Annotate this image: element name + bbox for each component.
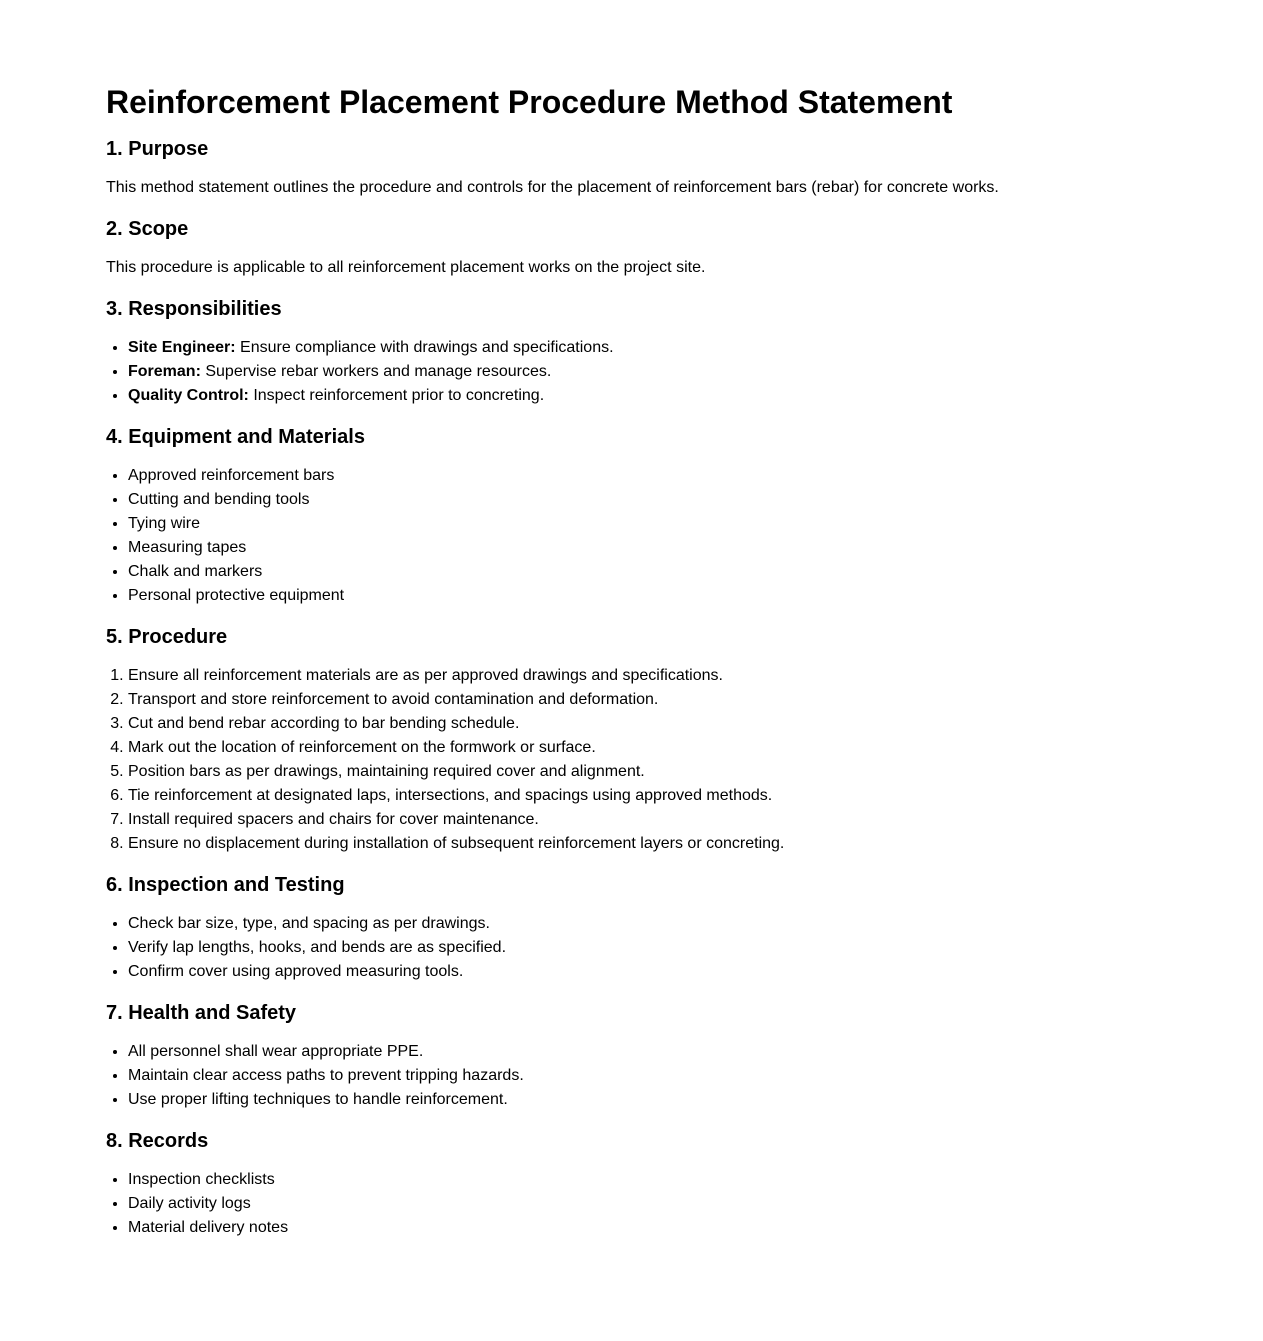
inspection-heading: 6. Inspection and Testing bbox=[106, 874, 345, 896]
list-item: 1. Ensure all reinforcement materials are as per approved drawings and specifications. bbox=[128, 664, 1263, 688]
list-item: • Check bar size, type, and spacing as per drawings. bbox=[128, 912, 1263, 936]
procedure-list bbox=[106, 664, 1263, 856]
safety-list bbox=[106, 1040, 1263, 1112]
list-item: 4. Mark out the location of reinforcement on the formwork or surface. bbox=[128, 736, 1263, 760]
list-item: • Maintain clear access paths to prevent tripping hazards. bbox=[128, 1064, 1263, 1088]
list-item: 8. Ensure no displacement during installation of subsequent reinforcement layers or concreting. bbox=[128, 832, 1263, 856]
list-item: • Inspection checklists bbox=[128, 1168, 1263, 1192]
records-list bbox=[106, 1168, 1263, 1240]
safety-heading: 7. Health and Safety bbox=[106, 1002, 297, 1024]
list-item bbox=[128, 336, 1263, 360]
inspection-list bbox=[106, 912, 1263, 984]
list-item: 7. Install required spacers and chairs for cover maintenance. bbox=[128, 808, 1263, 832]
list-item: • Personal protective equipment bbox=[128, 584, 1263, 608]
list-item: • Material delivery notes bbox=[128, 1216, 1263, 1240]
equipment-list bbox=[106, 464, 1263, 608]
list-item: 2. Transport and store reinforcement to avoid contamination and deformation. bbox=[128, 688, 1263, 712]
list-item: • Verify lap lengths, hooks, and bends are as specified. bbox=[128, 936, 1263, 960]
list-item: • Cutting and bending tools bbox=[128, 488, 1263, 512]
purpose-heading: 1. Purpose bbox=[106, 138, 209, 160]
responsibilities-list bbox=[106, 336, 1263, 408]
list-item: • Tying wire bbox=[128, 512, 1263, 536]
list-item: 5. Position bars as per drawings, maintaining required cover and alignment. bbox=[128, 760, 1263, 784]
list-item: • Approved reinforcement bars bbox=[128, 464, 1263, 488]
role-label: Quality Control: bbox=[128, 387, 249, 404]
scope-heading: 2. Scope bbox=[106, 218, 189, 240]
list-item: 3. Cut and bend rebar according to bar bending schedule. bbox=[128, 712, 1263, 736]
list-item: • Chalk and markers bbox=[128, 560, 1263, 584]
list-item bbox=[128, 360, 1263, 384]
role-text: Supervise rebar workers and manage resources. bbox=[200, 363, 552, 380]
list-item: • Confirm cover using approved measuring tools. bbox=[128, 960, 1263, 984]
page-title: Reinforcement Placement Procedure Method Statement bbox=[106, 84, 953, 120]
list-item: • All personnel shall wear appropriate PPE. bbox=[128, 1040, 1263, 1064]
equipment-heading: 4. Equipment and Materials bbox=[106, 426, 365, 448]
list-item bbox=[128, 384, 1263, 408]
role-text: Ensure compliance with drawings and specifications. bbox=[235, 339, 614, 356]
list-item: • Use proper lifting techniques to handle reinforcement. bbox=[128, 1088, 1263, 1112]
list-item: 6. Tie reinforcement at designated laps, intersections, and spacings using approved methods. bbox=[128, 784, 1263, 808]
role-text: Inspect reinforcement prior to concreting. bbox=[248, 387, 545, 404]
procedure-heading: 5. Procedure bbox=[106, 626, 228, 648]
role-label: Foreman: bbox=[128, 363, 201, 380]
records-heading: 8. Records bbox=[106, 1130, 209, 1152]
list-item: • Daily activity logs bbox=[128, 1192, 1263, 1216]
responsibilities-heading: 3. Responsibilities bbox=[106, 298, 282, 320]
purpose-text: This method statement outlines the procedure and controls for the placement of reinforcement bars (rebar) for concrete works. bbox=[106, 179, 999, 196]
list-item: • Measuring tapes bbox=[128, 536, 1263, 560]
role-label: Site Engineer: bbox=[128, 339, 236, 356]
scope-text: This procedure is applicable to all reinforcement placement works on the project site. bbox=[106, 259, 706, 276]
